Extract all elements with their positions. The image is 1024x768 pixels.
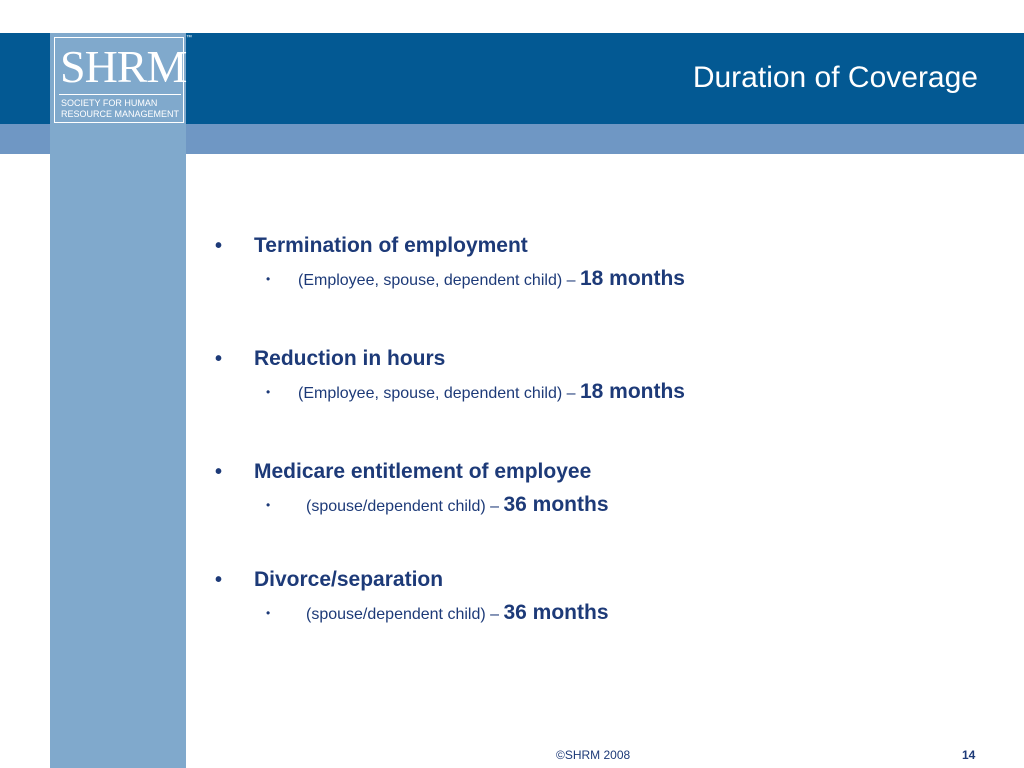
duration-text: 18 months — [579, 267, 685, 290]
duration-text: 36 months — [503, 601, 609, 624]
list-item — [215, 228, 995, 294]
logo-frame — [54, 37, 187, 123]
bullet-heading — [215, 341, 995, 377]
coverage-list — [215, 228, 995, 670]
sub-bullet-icon: • — [266, 385, 271, 399]
sub-bullet-icon: • — [266, 606, 271, 620]
trademark-symbol: ™ — [186, 35, 192, 41]
bullet-heading — [215, 562, 995, 598]
heading-text: Medicare entitlement of employee — [254, 460, 592, 483]
list-item — [215, 454, 995, 520]
duration-text: 36 months — [503, 493, 609, 516]
bullet-icon: • — [215, 569, 223, 591]
detail-text: (Employee, spouse, dependent child) – — [298, 272, 576, 289]
copyright-notice: ©SHRM 2008 — [556, 748, 631, 762]
sub-bullet — [215, 598, 995, 628]
logo-wordmark: SHRM — [60, 41, 187, 92]
detail-text: (spouse/dependent child) – — [306, 498, 500, 515]
logo-tagline: SOCIETY FOR HUMAN RESOURCE MANAGEMENT — [61, 98, 180, 119]
heading-text: Reduction in hours — [254, 347, 446, 370]
left-sidebar-bar — [50, 33, 186, 768]
bullet-heading — [215, 454, 995, 490]
duration-text: 18 months — [579, 380, 685, 403]
page-number: 14 — [962, 748, 976, 762]
slide-title: Duration of Coverage — [692, 61, 978, 94]
bullet-icon: • — [215, 461, 223, 483]
sub-bullet — [215, 264, 995, 294]
sub-bullet-icon: • — [266, 272, 271, 286]
shrm-logo — [52, 33, 186, 124]
bullet-icon: • — [215, 348, 223, 370]
list-item — [215, 341, 995, 407]
detail-text: (Employee, spouse, dependent child) – — [298, 385, 576, 402]
heading-text: Divorce/separation — [254, 568, 444, 591]
logo-divider — [59, 94, 181, 95]
bullet-heading — [215, 228, 995, 264]
bullet-icon: • — [215, 235, 223, 257]
detail-text: (spouse/dependent child) – — [306, 606, 500, 623]
sub-bullet — [215, 377, 995, 407]
list-item — [215, 562, 995, 628]
sub-bullet — [215, 490, 995, 520]
sub-bullet-icon: • — [266, 498, 271, 512]
heading-text: Termination of employment — [254, 234, 528, 257]
